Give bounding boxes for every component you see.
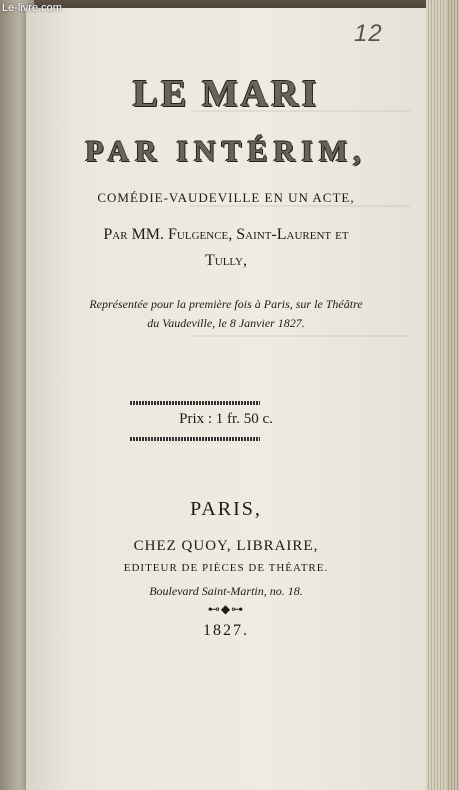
title-page bbox=[26, 8, 426, 790]
authors-line-1: Par MM. Fulgence, Saint-Laurent et bbox=[103, 226, 349, 243]
price: Prix : 1 fr. 50 c. bbox=[179, 411, 273, 427]
performance-line-2: du Vaudeville, le 8 Janvier 1827. bbox=[147, 316, 305, 330]
book-outer-edge bbox=[446, 0, 459, 790]
performance-line-1: Représentée pour la première fois à Paris, sur le Théâtre bbox=[89, 297, 363, 311]
imprint-year: 1827. bbox=[203, 622, 249, 639]
handwritten-lot-number: 12 bbox=[354, 20, 383, 47]
dotted-rule-top bbox=[130, 401, 260, 405]
bleed-through-line bbox=[190, 335, 410, 337]
imprint-city: PARIS, bbox=[190, 498, 262, 520]
imprint-publisher: CHEZ QUOY, LIBRAIRE, bbox=[133, 538, 319, 554]
dotted-rule-bottom bbox=[130, 437, 260, 441]
imprint-address: Boulevard Saint-Martin, no. 18. bbox=[149, 584, 303, 598]
watermark: Le-livre.com bbox=[2, 2, 62, 14]
ornament-icon: ⊷◆⊶ bbox=[207, 602, 245, 616]
genre-line: COMÉDIE-VAUDEVILLE EN UN ACTE, bbox=[97, 190, 355, 205]
title-sub: PAR INTÉRIM, bbox=[85, 135, 367, 168]
authors-line-2: Tully, bbox=[205, 252, 247, 269]
imprint-role: EDITEUR DE PIÈCES DE THÉATRE. bbox=[123, 562, 329, 574]
title-main: LE MARI bbox=[132, 73, 320, 115]
book-page-edges bbox=[426, 0, 446, 790]
